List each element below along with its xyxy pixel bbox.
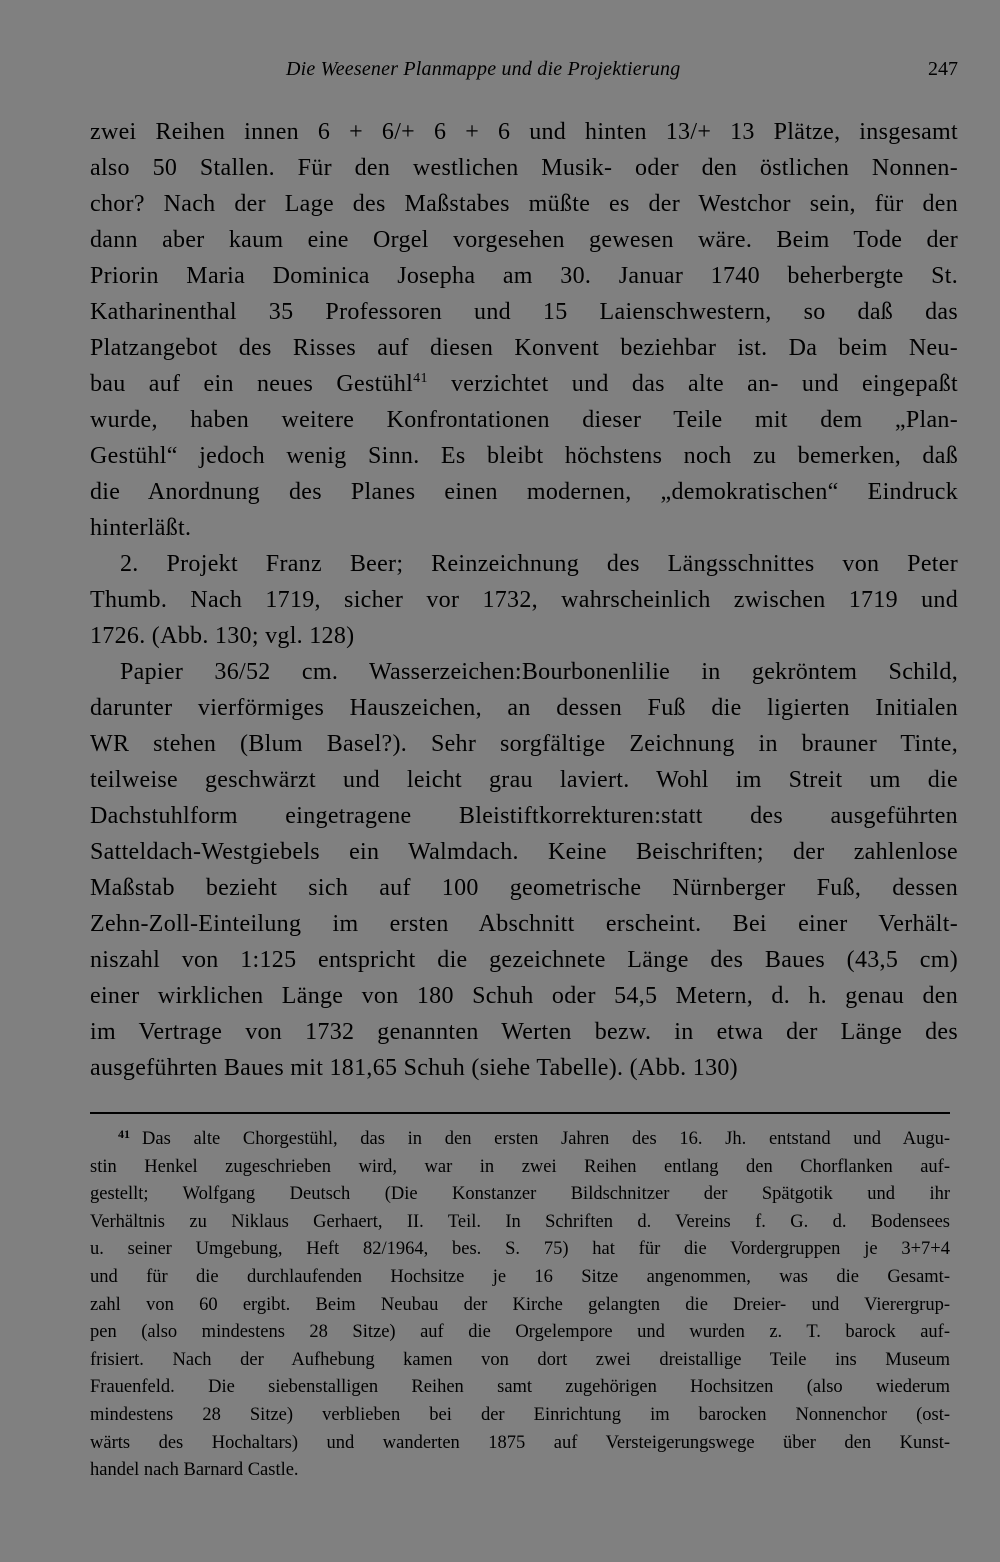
text-line: dann aber kaum eine Orgel vorgesehen gewesen wäre. Beim Tode der (90, 227, 958, 253)
footnote-line: frisiert. Nach der Aufhebung kamen von dort zwei dreistallige Teile ins Museum (90, 1349, 950, 1370)
text-line: darunter vierförmiges Hauszeichen, an dessen Fuß die ligierten Initialen (90, 695, 958, 721)
text-line: Maßstab bezieht sich auf 100 geometrische Nürnberger Fuß, dessen (90, 875, 958, 901)
text-line: Thumb. Nach 1719, sicher vor 1732, wahrscheinlich zwischen 1719 und (90, 587, 958, 613)
body-text (90, 114, 958, 1086)
text-line: Katharinenthal 35 Professoren und 15 Laienschwestern, so daß das (90, 299, 958, 325)
footnote-line: Frauenfeld. Die siebenstalligen Reihen samt zugehörigen Hochsitzen (also wiederum (90, 1377, 950, 1398)
text-line: hinterläßt. (90, 515, 192, 541)
text-line: einer wirklichen Länge von 180 Schuh oder 54,5 Metern, d. h. genau den (90, 983, 958, 1009)
text-line: wurde, haben weitere Konfrontationen dieser Teile mit dem „Plan- (90, 407, 958, 433)
footnote-line: stin Henkel zugeschrieben wird, war in zwei Reihen entlang den Chorflanken auf- (90, 1156, 950, 1177)
text-line: Papier 36/52 cm. Wasserzeichen:Bourbonenlilie in gekröntem Schild, (120, 659, 958, 685)
text-line: Gestühl“ jedoch wenig Sinn. Es bleibt höchstens noch zu bemerken, daß (90, 443, 958, 469)
running-head (90, 58, 958, 88)
footnote-line: mindestens 28 Sitze) verblieben bei der Einrichtung im barocken Nonnenchor (ost- (90, 1404, 950, 1425)
text-line: 2. Projekt Franz Beer; Reinzeichnung des Längsschnittes von Peter (120, 551, 958, 577)
footnote-line: gestellt; Wolfgang Deutsch (Die Konstanzer Bildschnitzer der Spätgotik und ihr (90, 1184, 950, 1205)
text-line: Zehn-Zoll-Einteilung im ersten Abschnitt erscheint. Bei einer Verhält- (90, 911, 958, 937)
text-line: ausgeführten Baues mit 181,65 Schuh (siehe Tabelle). (Abb. 130) (90, 1055, 738, 1081)
text-fragment: verzichtet und das alte an- und eingepaßt (427, 371, 959, 397)
footnote-line (90, 1126, 950, 1154)
text-line: chor? Nach der Lage des Maßstabes müßte es der Westchor sein, für den (90, 191, 958, 217)
page-number: 247 (928, 58, 958, 80)
text-line: also 50 Stallen. Für den westlichen Musik- oder den östlichen Nonnen- (90, 155, 958, 181)
text-line: Satteldach-Westgiebels ein Walmdach. Keine Beischriften; der zahlenlose (90, 839, 958, 865)
footnote-text: Das alte Chorgestühl, das in den ersten Jahren des 16. Jh. entstand und Augu- (142, 1129, 950, 1149)
text-line: WR stehen (Blum Basel?). Sehr sorgfältige Zeichnung in brauner Tinte, (90, 731, 958, 757)
footnote-line: wärts des Hochaltars) und wanderten 1875 auf Versteigerungswege über den Kunst- (90, 1432, 950, 1453)
footnote-block (90, 1126, 950, 1485)
text-line: Priorin Maria Dominica Josepha am 30. Januar 1740 beherbergte St. (90, 263, 958, 289)
footnote-line: Verhältnis zu Niklaus Gerhaert, II. Teil. In Schriften d. Vereins f. G. d. Bodensees (90, 1211, 950, 1232)
footnote-line: und für die durchlaufenden Hochsitze je 16 Sitze angenommen, was die Gesamt- (90, 1266, 950, 1287)
text-line: Platzangebot des Risses auf diesen Konvent beziehbar ist. Da beim Neu- (90, 335, 958, 361)
text-line-with-footnote-ref (90, 366, 958, 402)
text-line: 1726. (Abb. 130; vgl. 128) (90, 623, 355, 649)
footnote-line: pen (also mindestens 28 Sitze) auf die Orgelempore und wurden z. T. barock auf- (90, 1322, 950, 1343)
text-line: niszahl von 1:125 entspricht die gezeichnete Länge des Baues (43,5 cm) (90, 947, 958, 973)
running-title: Die Weesener Planmappe und die Projektierung (286, 58, 681, 80)
text-line: im Vertrage von 1732 genannten Werten bezw. in etwa der Länge des (90, 1019, 958, 1045)
footnote-line: handel nach Barnard Castle. (90, 1460, 299, 1481)
footnote-line: zahl von 60 ergibt. Beim Neubau der Kirche gelangten die Dreier- und Vierergrup- (90, 1294, 950, 1315)
text-line: die Anordnung des Planes einen modernen, „demokratischen“ Eindruck (90, 479, 958, 505)
footnote-line: u. seiner Umgebung, Heft 82/1964, bes. S. 75) hat für die Vordergruppen je 3+7+4 (90, 1239, 950, 1260)
footnote-rule (90, 1112, 950, 1114)
text-line: teilweise geschwärzt und leicht grau laviert. Wohl im Streit um die (90, 767, 958, 793)
footnote-reference[interactable]: 41 (413, 371, 428, 386)
text-line: Dachstuhlform eingetragene Bleistiftkorrekturen:statt des ausgeführten (90, 803, 958, 829)
text-line: zwei Reihen innen 6 + 6/+ 6 + 6 und hinten 13/+ 13 Plätze, insgesamt (90, 119, 958, 145)
document-page (90, 0, 958, 1562)
footnote-marker: 41 (118, 1127, 130, 1141)
text-fragment: bau auf ein neues Gestühl (90, 371, 414, 397)
